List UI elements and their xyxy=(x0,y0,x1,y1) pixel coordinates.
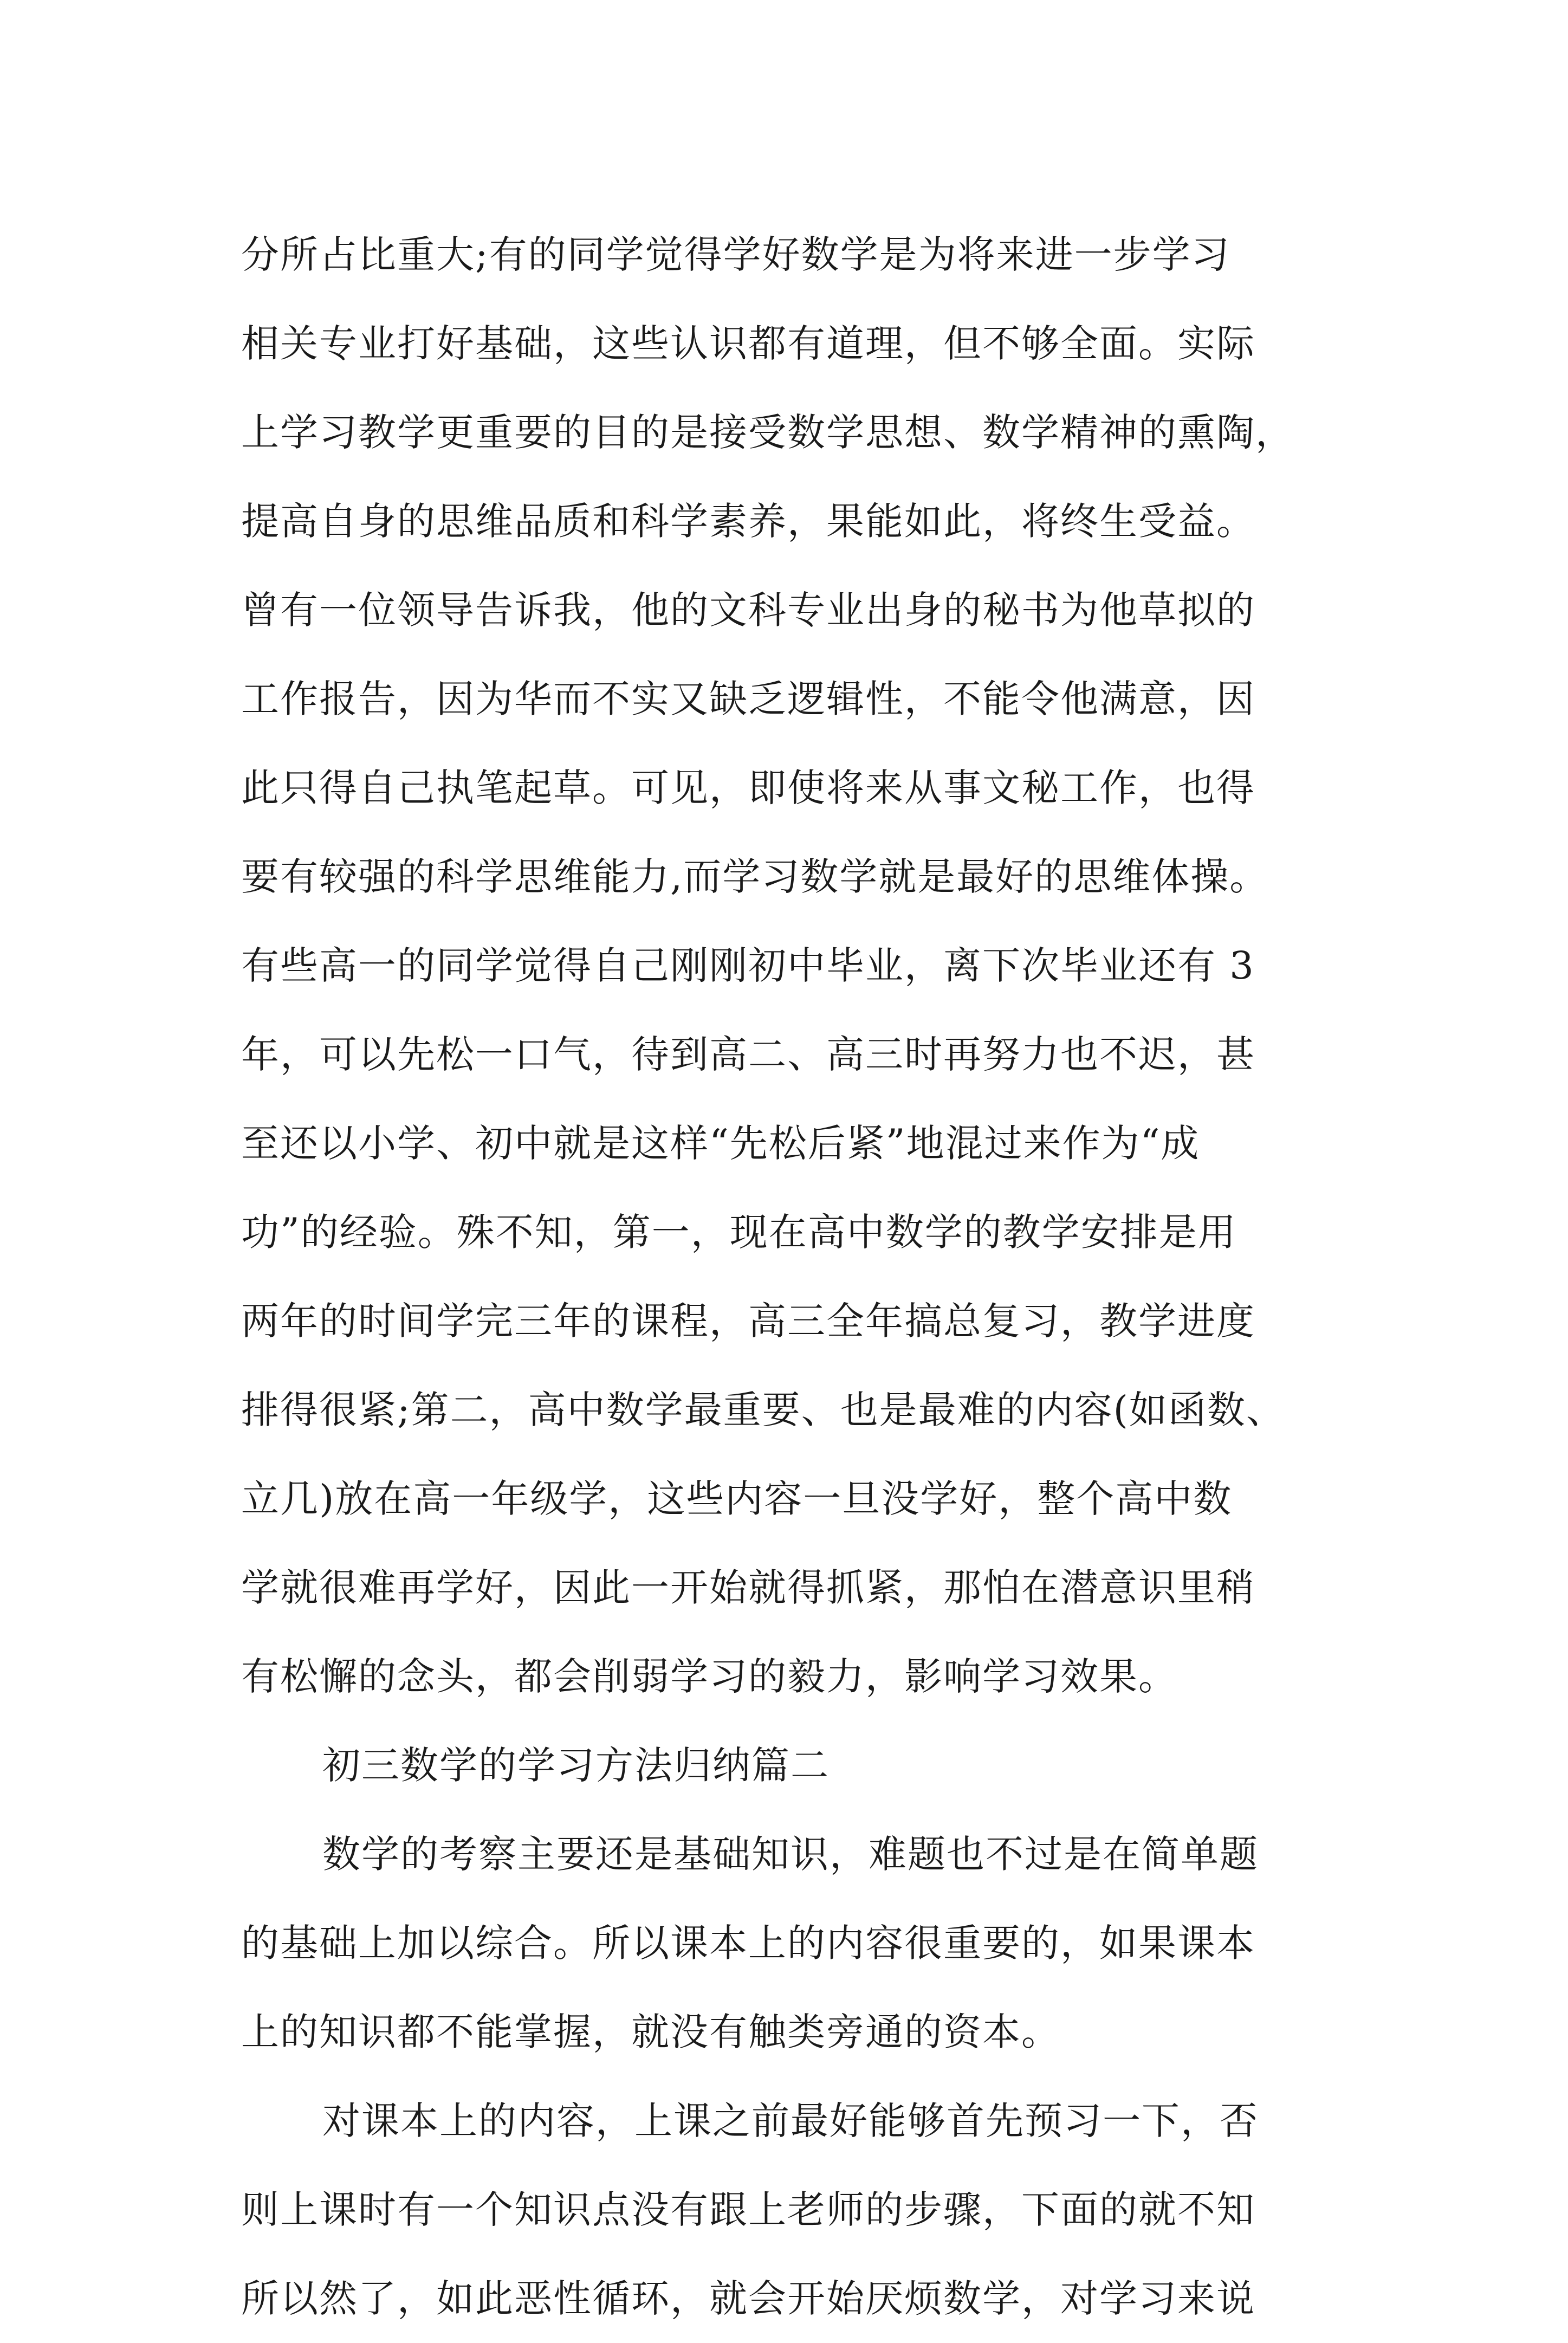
section-heading: 初三数学的学习方法归纳篇二 xyxy=(322,1743,830,1788)
text-line: 年，可以先松一口气，待到高二、高三时再努力也不迟，甚 xyxy=(241,1032,1255,1077)
text-line: 有松懈的念头，都会削弱学习的毅力，影响学习效果。 xyxy=(241,1654,1177,1699)
text-line: 要有较强的科学思维能力,而学习数学就是最好的思维体操。 xyxy=(241,855,1269,899)
text-line: 有些高一的同学觉得自己刚刚初中毕业，离下次毕业还有 3 xyxy=(241,943,1255,988)
text-line: 上学习教学更重要的目的是接受数学思想、数学精神的熏陶， xyxy=(241,410,1294,455)
text-line: 排得很紧;第二，高中数学最重要、也是最难的内容(如函数、 xyxy=(241,1388,1285,1432)
text-line: 功”的经验。殊不知，第一，现在高中数学的教学安排是用 xyxy=(241,1210,1237,1254)
text-line: 立几)放在高一年级学，这些内容一旦没学好，整个高中数 xyxy=(241,1477,1233,1521)
text-line: 分所占比重大;有的同学觉得学好数学是为将来进一步学习 xyxy=(241,232,1230,277)
text-line: 相关专业打好基础，这些认识都有道理，但不够全面。实际 xyxy=(241,321,1255,366)
text-line: 则上课时有一个知识点没有跟上老师的步骤，下面的就不知 xyxy=(241,2187,1255,2232)
text-line: 此只得自己执笔起草。可见，即使将来从事文秘工作，也得 xyxy=(241,766,1255,810)
text-line: 提高自身的思维品质和科学素养，果能如此，将终生受益。 xyxy=(241,499,1255,543)
text-line: 对课本上的内容，上课之前最好能够首先预习一下，否 xyxy=(322,2099,1259,2143)
text-line: 两年的时间学完三年的课程，高三全年搞总复习，教学进度 xyxy=(241,1299,1255,1343)
text-line: 上的知识都不能掌握，就没有触类旁通的资本。 xyxy=(241,2010,1060,2054)
text-line: 曾有一位领导告诉我，他的文科专业出身的秘书为他草拟的 xyxy=(241,588,1255,632)
text-line: 数学的考察主要还是基础知识，难题也不过是在简单题 xyxy=(322,1832,1259,1876)
text-line: 至还以小学、初中就是这样“先松后紧”地混过来作为“成 xyxy=(241,1121,1200,1166)
text-line: 工作报告，因为华而不实又缺乏逻辑性，不能令他满意，因 xyxy=(241,677,1255,721)
text-line: 的基础上加以综合。所以课本上的内容很重要的，如果课本 xyxy=(241,1921,1255,1965)
text-line: 所以然了，如此恶性循环，就会开始厌烦数学，对学习来说 xyxy=(241,2276,1255,2321)
text-line: 学就很难再学好，因此一开始就得抓紧，那怕在潜意识里稍 xyxy=(241,1565,1255,1610)
body-text xyxy=(241,210,1346,2343)
